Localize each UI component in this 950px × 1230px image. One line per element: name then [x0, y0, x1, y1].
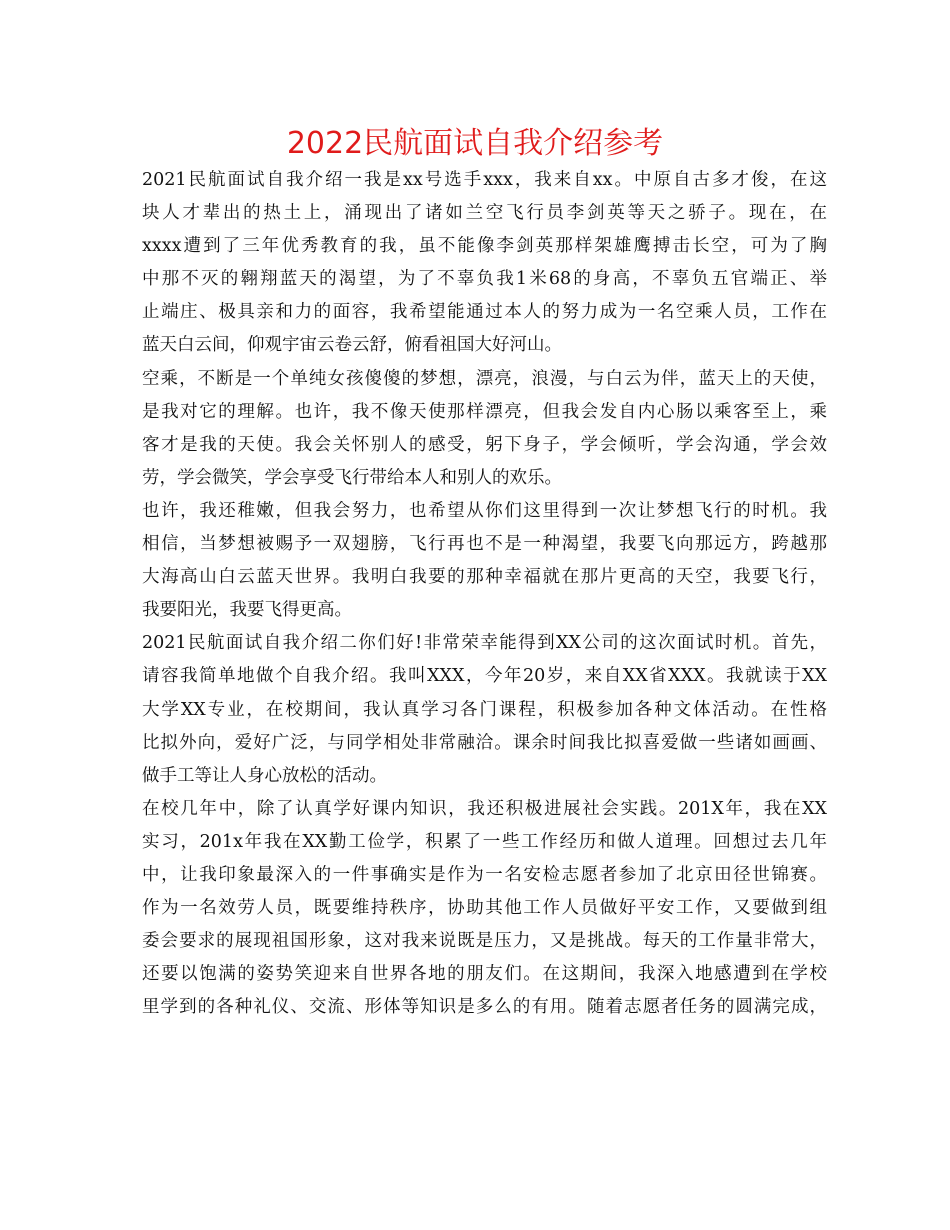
text-line-content: 委会要求的展现祖国形象，这对我来说既是压力，又是挑战。每天的工作量非常大，: [142, 931, 827, 952]
text-line-content: 蓝天白云间，仰观宇宙云卷云舒，俯看祖国大好河山。: [142, 335, 562, 356]
text-line: [142, 495, 827, 528]
text-line: [142, 991, 827, 1024]
text-line: [142, 528, 827, 561]
document-title: 2022民航面试自我介绍参考: [286, 126, 664, 161]
text-line: [142, 429, 827, 462]
text-line-content: 请容我简单地做个自我介绍。我叫XXX，今年20岁，来自XX省XXX。我就读于XX: [142, 666, 827, 687]
text-line-content: 做手工等让人身心放松的活动。: [142, 765, 387, 786]
text-line-content: 空乘，不断是一个单纯女孩傻傻的梦想，漂亮，浪漫，与白云为伴，蓝天上的天使，: [142, 368, 827, 389]
text-line: [142, 164, 827, 197]
text-line-content: 块人才辈出的热土上，涌现出了诸如兰空飞行员李剑英等天之骄子。现在，在: [142, 203, 827, 224]
text-line-content: xxxx遭到了三年优秀教育的我，虽不能像李剑英那样架雄鹰搏击长空，可为了胸: [142, 236, 827, 257]
document-body: [142, 164, 827, 1024]
text-line-content: 还要以饱满的姿势笑迎来自世界各地的朋友们。在这期间，我深入地感遭到在学校: [142, 964, 827, 985]
text-line: [142, 594, 827, 627]
text-line-content: 实习，201x年我在XX勤工俭学，积累了一些工作经历和做人道理。回想过去几年: [142, 831, 827, 852]
text-line-content: 也许，我还稚嫩，但我会努力，也希望从你们这里得到一次让梦想飞行的时机。我: [142, 500, 827, 521]
text-line-content: 我要阳光，我要飞得更高。: [142, 600, 352, 621]
text-line-content: 劳，学会微笑，学会享受飞行带给本人和别人的欢乐。: [142, 467, 562, 488]
text-line-content: 客才是我的天使。我会关怀别人的感受，躬下身子，学会倾听，学会沟通，学会效: [142, 434, 827, 455]
text-line-content: 大学XX专业，在校期间，我认真学习各门课程，积极参加各种文体活动。在性格: [142, 699, 827, 720]
text-line: [142, 462, 827, 495]
text-line: [142, 760, 827, 793]
text-line-content: 里学到的各种礼仪、交流、形体等知识是多么的有用。随着志愿者任务的圆满完成，: [142, 997, 827, 1018]
text-line: [142, 793, 827, 826]
text-line: [142, 329, 827, 362]
text-line: [142, 892, 827, 925]
text-line: [142, 694, 827, 727]
text-line: [142, 727, 827, 760]
text-line: [142, 197, 827, 230]
text-line: [142, 263, 827, 296]
text-line-content: 作为一名效劳人员，既要维持秩序，协助其他工作人员做好平安工作，又要做到组: [142, 898, 827, 919]
text-line: [142, 363, 827, 396]
text-line-content: 中，让我印象最深入的一件事确实是作为一名安检志愿者参加了北京田径世锦赛。: [142, 864, 827, 885]
text-line-content: 2021民航面试自我介绍一我是xx号选手xxx，我来自xx。中原自古多才俊，在这: [142, 170, 827, 190]
text-line: [142, 660, 827, 693]
text-line: [142, 859, 827, 892]
text-line: [142, 296, 827, 329]
text-line-content: 止端庄、极具亲和力的面容，我希望能通过本人的努力成为一名空乘人员，工作在: [142, 302, 827, 323]
text-line: [142, 925, 827, 958]
text-line-content: 2021民航面试自我介绍二你们好!非常荣幸能得到XX公司的这次面试时机。首先，: [142, 633, 827, 654]
text-line: [142, 826, 827, 859]
text-line-content: 中那不灭的翱翔蓝天的渴望，为了不辜负我1米68的身高，不辜负五官端正、举: [142, 269, 827, 290]
text-line: [142, 561, 827, 594]
text-line: [142, 230, 827, 263]
text-line-content: 相信，当梦想被赐予一双翅膀，飞行再也不是一种渴望，我要飞向那远方，跨越那: [142, 534, 827, 555]
text-line-content: 比拟外向，爱好广泛，与同学相处非常融洽。课余时间我比拟喜爱做一些诸如画画、: [142, 732, 827, 753]
text-line-content: 在校几年中，除了认真学好课内知识，我还积极进展社会实践。201X年，我在XX: [142, 798, 827, 819]
text-line: [142, 627, 827, 660]
text-line: [142, 396, 827, 429]
text-line-content: 是我对它的理解。也许，我不像天使那样漂亮，但我会发自内心肠以乘客至上，乘: [142, 401, 827, 422]
text-line: [142, 958, 827, 991]
text-line-content: 大海高山白云蓝天世界。我明白我要的那种幸福就在那片更高的天空，我要飞行，: [142, 567, 827, 588]
